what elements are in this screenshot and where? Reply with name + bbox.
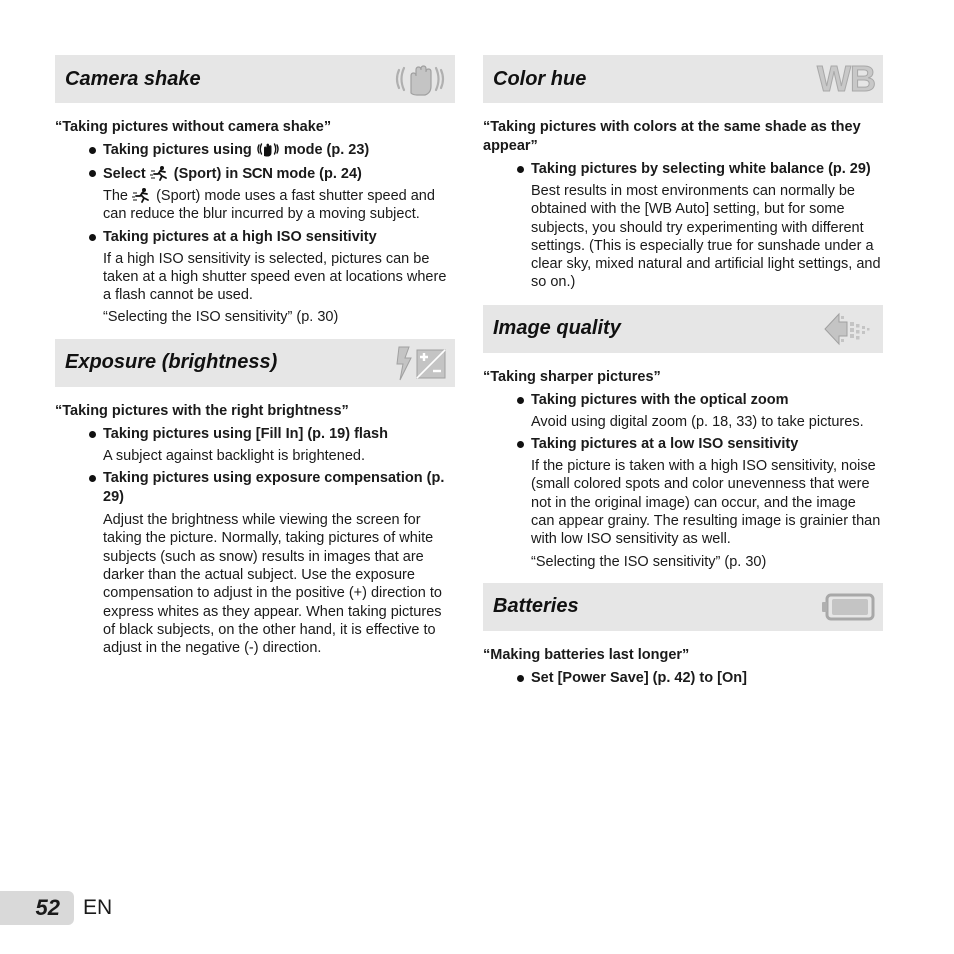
flash-exposure-compensation-icon (391, 344, 449, 382)
image-quality-title: Image quality (493, 317, 621, 340)
white-balance-icon: WB (817, 58, 875, 99)
image-quality-header (483, 305, 883, 353)
color-hue-header (483, 55, 883, 103)
bullet-text: mode (p. 24) (276, 166, 362, 182)
image-quality-bullet-1: Taking pictures with the optical zoom (531, 391, 883, 410)
image-quality-reference: “Selecting the ISO sensitivity” (p. 30) (531, 553, 767, 570)
camera-shake-reference: “Selecting the ISO sensitivity” (p. 30) (103, 309, 339, 326)
batteries-quote: “Making batteries last longer” (483, 646, 690, 663)
batteries-header (483, 583, 883, 631)
color-hue-bullet-1: Taking pictures by selecting white balance (p. 29) (531, 160, 883, 179)
exposure-bullet-2: Taking pictures using exposure compensation (p. 29) (103, 469, 455, 507)
camera-shake-bullet-3: Taking pictures at a high ISO sensitivity (103, 228, 455, 247)
image-quality-bullet-2: Taking pictures at a low ISO sensitivity (531, 435, 883, 454)
color-hue-quote: “Taking pictures with colors at the same shade as they appear” (483, 119, 861, 154)
anti-shake-hand-icon (256, 141, 280, 157)
camera-shake-bullet-2 (103, 164, 455, 184)
sport-mode-icon (150, 165, 170, 181)
bullet-text: (Sport) in (173, 166, 239, 182)
bullet-text: Taking pictures using (103, 142, 252, 158)
exposure-title: Exposure (brightness) (65, 351, 278, 374)
bullet-text: mode (p. 23) (283, 142, 370, 158)
camera-shake-title: Camera shake (65, 67, 201, 90)
page-footer (0, 891, 200, 925)
para-text: (Sport) mode uses a fast shutter speed and can reduce the blur incurred by a moving subject. (103, 188, 435, 223)
image-quality-para-2: If the picture is taken with a high ISO sensitivity, noise (small colored spots and color unevenness that were not in the original image) can occur, and the image can appear grainy. The resulting image is grainier than with low ISO sensitivity as well. (531, 458, 881, 548)
exposure-header (55, 339, 455, 387)
camera-shake-para-2: If a high ISO sensitivity is selected, pictures can be taken at a high shutter speed even at locations where a flash cannot be used. (103, 250, 447, 304)
camera-shake-para-1 (103, 187, 455, 224)
language-code: EN (83, 896, 113, 919)
para-text: The (103, 188, 128, 204)
image-quality-para-1: Avoid using digital zoom (p. 18, 33) to take pictures. (531, 413, 864, 430)
camera-shake-header (55, 55, 455, 103)
left-column (55, 55, 455, 657)
exposure-para-2: Adjust the brightness while viewing the screen for taking the picture. Normally, taking pictures of white subjects (such as snow) results in images that are darker than the actual subject. Use the exposure compensation to adjust in the positive (+) direction to express whites as they appear. When taking pictures of black subjects, on the other hand, it is effective to adjust in the negative (-) direction. (103, 512, 442, 657)
camera-shake-hand-icon (391, 60, 449, 98)
camera-shake-bullet-1 (103, 141, 455, 160)
battery-icon (819, 588, 877, 626)
color-hue-title: Color hue (493, 67, 587, 90)
exposure-para-1: A subject against backlight is brightened. (103, 447, 365, 464)
sport-mode-icon (132, 187, 152, 203)
image-quality-arrow-icon (819, 310, 877, 348)
camera-shake-quote: “Taking pictures without camera shake” (55, 119, 332, 135)
scn-mode-label: SCN (242, 165, 273, 182)
bullet-text: Select (103, 166, 146, 182)
exposure-bullet-1: Taking pictures using [Fill In] (p. 19) flash (103, 425, 455, 444)
page-number: 52 (0, 891, 74, 925)
image-quality-quote: “Taking sharper pictures” (483, 368, 661, 385)
color-hue-para-1: Best results in most environments can normally be obtained with the [WB Auto] setting, but for some subjects, you should try experimenting with different settings. (This is especially true for sunshade under a clear sky, mixed natural and artificial light settings, and so on.) (531, 183, 881, 291)
batteries-bullet-1: Set [Power Save] (p. 42) to [On] (531, 669, 883, 688)
right-column (483, 55, 883, 688)
exposure-quote: “Taking pictures with the right brightness” (55, 402, 349, 419)
batteries-title: Batteries (493, 595, 579, 618)
